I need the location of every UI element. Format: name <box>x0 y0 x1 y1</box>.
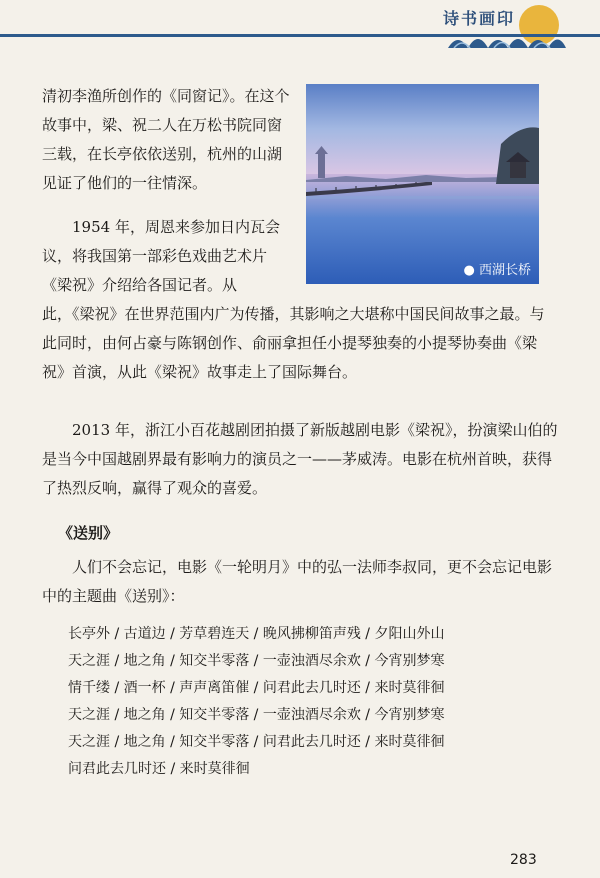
lotus-decoration-icon <box>448 28 566 48</box>
paragraph-4: 人们不会忘记，电影《一轮明月》中的弘一法师李叔同，更不会忘记电影中的主题曲《送别》： <box>42 558 553 605</box>
paragraph-3: 2013 年，浙江小百花越剧团拍摄了新版越剧电影《梁祝》，扮演梁山伯的是当今中国越剧界最有影响力的演员之一——茅威涛。电影在杭州首映，获得了热烈反响，赢得了观众的喜爱。 <box>42 421 558 497</box>
photo-caption: ● 西湖长桥 <box>463 263 531 278</box>
header-title: 诗书画印 <box>443 9 516 28</box>
paragraph-1: 清初李渔所创作的《同窗记》。在这个故事中，梁、祝二人在万松书院同窗三载，在长亭依依送别，杭州的山湖见证了他们的一往情深。 <box>42 87 290 192</box>
paragraph-2-full: 此，《梁祝》在世界范围内广为传播，其影响之大堪称中国民间故事之最。与此同时，由何占豪与陈钢创作、俞丽拿担任小提琴独奏的小提琴协奏曲《梁祝》首演，从此《梁祝》故事走上了国际舞台。 <box>42 305 545 381</box>
paragraph-2-wrap: 1954 年，周恩来参加日内瓦会议，将我国第一部彩色戏曲艺术片《梁祝》介绍给各国记者。从 <box>42 218 280 294</box>
lyric-line: 问君此去几时还 / 来时莫徘徊 <box>68 761 250 777</box>
photo-caption-text: 西湖长桥 <box>478 263 531 278</box>
lyric-line: 天之涯 / 地之角 / 知交半零落 / 问君此去几时还 / 来时莫徘徊 <box>68 734 445 750</box>
page-number: 283 <box>510 852 537 868</box>
lyrics-block <box>68 621 568 783</box>
west-lake-photo <box>306 84 539 284</box>
lyric-line: 天之涯 / 地之角 / 知交半零落 / 一壶浊酒尽余欢 / 今宵别梦寒 <box>68 707 445 723</box>
lyric-line: 长亭外 / 古道边 / 芳草碧连天 / 晚风拂柳笛声残 / 夕阳山外山 <box>68 626 445 642</box>
lyric-line: 情千缕 / 酒一杯 / 声声离笛催 / 问君此去几时还 / 来时莫徘徊 <box>68 680 445 696</box>
page-header <box>0 0 600 52</box>
section-title: 《送别》 <box>58 524 119 542</box>
lyric-line: 天之涯 / 地之角 / 知交半零落 / 一壶浊酒尽余欢 / 今宵别梦寒 <box>68 653 445 669</box>
